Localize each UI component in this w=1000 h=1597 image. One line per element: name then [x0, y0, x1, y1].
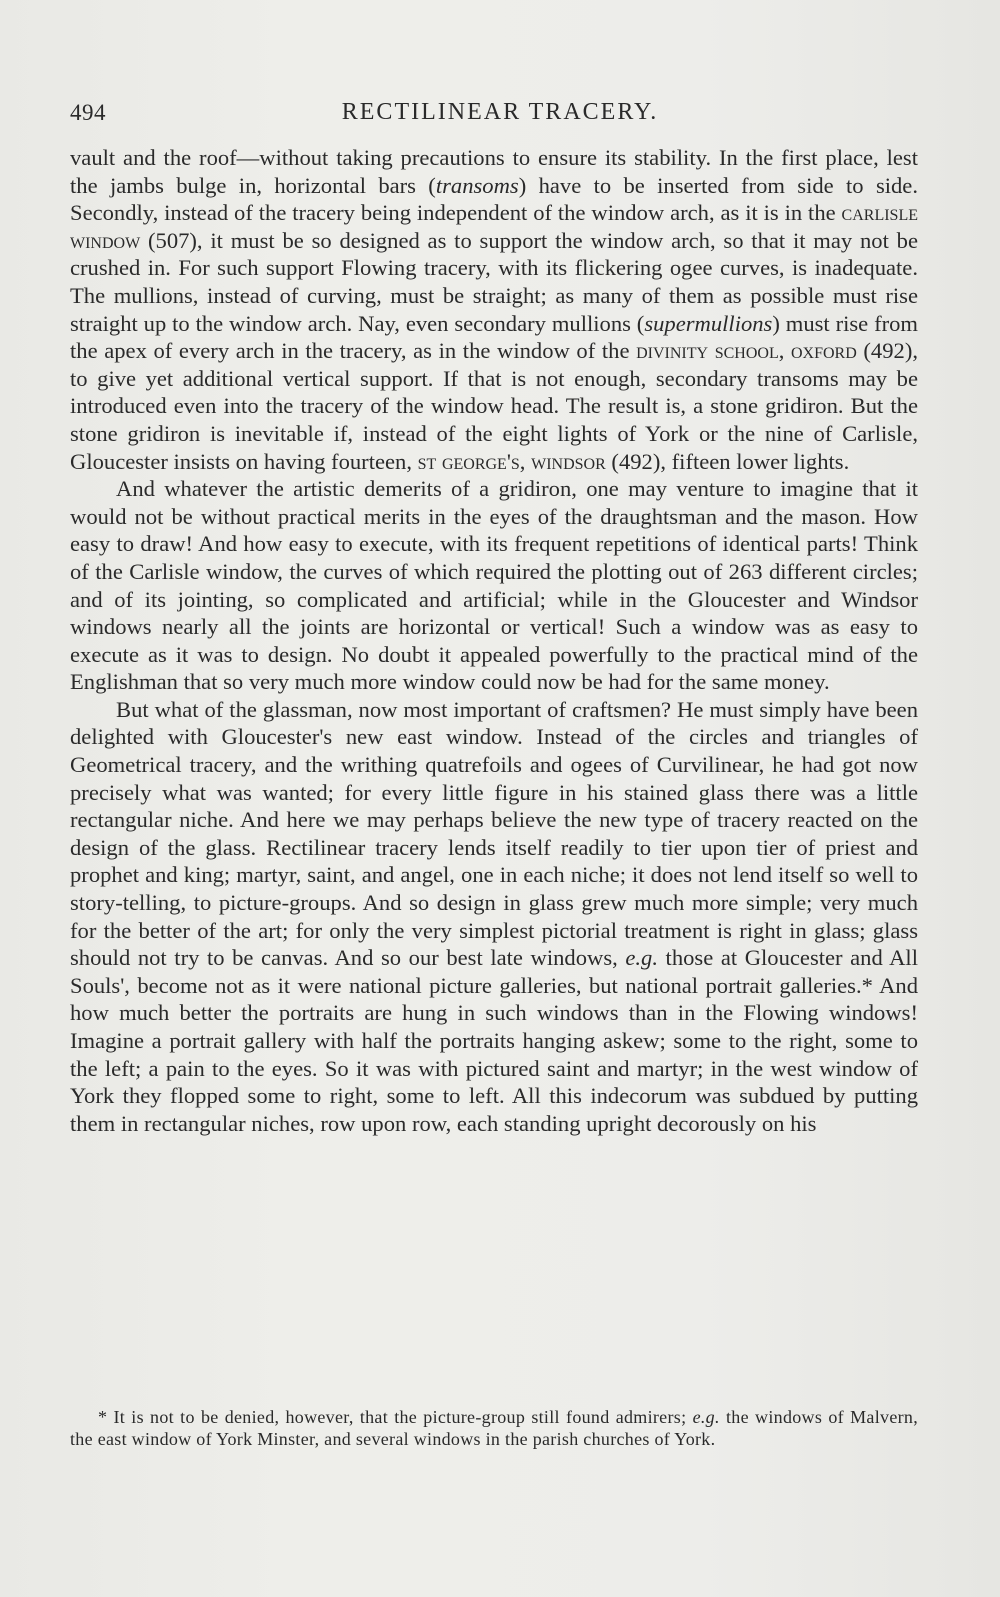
running-head: RECTILINEAR TRACERY.	[341, 99, 659, 125]
italic-abbreviation: e.g.	[692, 1407, 720, 1427]
footnote	[70, 1406, 918, 1450]
italic-abbreviation: e.g.	[625, 945, 658, 971]
text-run: the windows of Malvern, the east window of York Minster, and several windows in the parish churches of York.	[70, 1407, 918, 1449]
text-run: vault and the roof—without taking precautions to ensure its stability. In the first place, lest the jambs bulge in, horizontal bars (	[70, 145, 918, 198]
text-run: (492), to give yet additional vertical support. If that is not enough, secondary transoms may be introduced even into the tracery of the window head. The result is, a stone gridiron. But the stone gridiron is inevitable if, instead of the eight lights of York or the nine of Carlisle, Gloucester insists on having fourteen,	[70, 338, 918, 474]
text-run: * It is not to be denied, however, that the picture-group still found admirers;	[98, 1407, 693, 1427]
paragraph-2: And whatever the artistic demerits of a gridiron, one may venture to imagine that it would not be without practical merits in the eyes of the draughtsman and the mason. How easy to draw! And how easy to execute, with its frequent repetitions of identical parts! Think of the Carlisle window, the curves of which required the plotting out of 263 different circles; and of its jointing, so complicated and artificial; while in the Gloucester and Windsor windows nearly all the joints are horizontal or vertical! Such a window was as easy to execute as it was to design. No doubt it appealed powerfully to the practical mind of the Englishman that so very much more window could now be had for the same money.	[70, 476, 918, 695]
body-text	[70, 144, 918, 1137]
page-number: 494	[70, 100, 106, 125]
small-caps-reference: carlisle window	[70, 200, 918, 253]
text-run: those at Gloucester and All Souls', become not as it were national picture galleries, but national portrait galleries.* And how much better the portraits are hung in such windows than in the Flowing windows! Imagine a portrait gallery with half the portraits hanging askew; some to the right, some to the left; a pain to the eyes. So it was with pictured saint and martyr; in the west window of York they flopped some to right, some to left. All this indecorum was subdued by putting them in rectangular niches, row upon row, each standing upright decorously on his	[70, 945, 918, 1136]
text-run: But what of the glassman, now most important of craftsmen? He must simply have been delighted with Gloucester's new east window. Instead of the circles and triangles of Geometrical tracery, and the writhing quatrefoils and ogees of Curvilinear, he had got now precisely what was wanted; for every little figure in his stained glass there was a little rectangular niche. And here we may perhaps believe the new type of tracery reacted on the design of the glass. Rectilinear tracery lends itself readily to tier upon tier of priest and prophet and king; martyr, saint, and angel, one in each niche; it does not lend itself so well to story-telling, to picture-groups. And so design in glass grew much more simple; very much for the better of the art; for only the very simplest pictorial treatment is right in glass; glass should not try to be canvas. And so our best late windows,	[70, 696, 918, 971]
text-run: (492), fifteen lower lights.	[605, 448, 850, 474]
paragraph-3	[70, 696, 918, 1138]
text-run: ) must rise from the apex of every arch in the tracery, as in the window of the	[70, 310, 918, 364]
footnote-text	[70, 1406, 918, 1450]
italic-term-supermullions: supermullions	[644, 310, 773, 336]
small-caps-reference: st george's, windsor	[417, 448, 606, 474]
italic-term-transoms: transoms	[435, 172, 519, 198]
paragraph-1	[70, 144, 918, 475]
text-run: ) have to be inserted from side to side. Secondly, instead of the tracery being independent of the window arch, as it is in the	[70, 172, 918, 226]
text-run: (507), it must be so designed as to support the window arch, so that it may not be crushed in. For such support Flowing tracery, with its flickering ogee curves, is inadequate. The mullions, instead of curving, must be straight; as many of them as possible must rise straight up to the window arch. Nay, even secondary mullions (	[70, 227, 918, 336]
small-caps-reference: divinity school, oxford	[636, 338, 857, 364]
